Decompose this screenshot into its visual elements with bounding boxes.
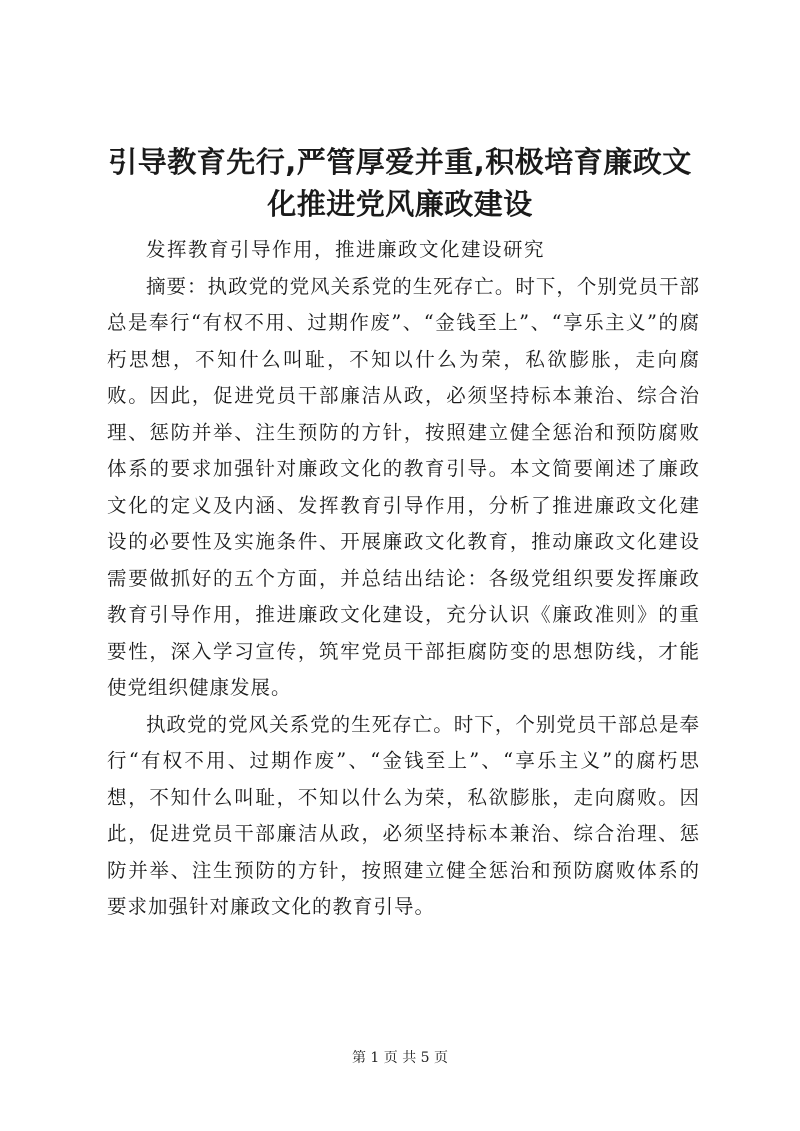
document-subtitle: 发挥教育引导作用，推进廉政文化建设研究 bbox=[146, 238, 546, 261]
abstract-paragraph: 摘要：执政党的党风关系党的生死存亡。时下，个别党员干部总是奉行“有权不用、过期作废”、“金钱至上”、“享乐主义”的腐朽思想，不知什么叫耻，不知以什么为荣，私欲膨胀，走向腐败。因此，促进党员干部廉洁从政，必须坚持标本兼治、综合治理、惩防并举、注生预防的方针，按照建立健全惩治和预防腐败体系的要求加强针对廉政文化的教育引导。本文简要阐述了廉政文化的定义及内涵、发挥教育引导作用，分析了推进廉政文化建设的必要性及实施条件、开展廉政文化教育，推动廉政文化建设需要做抓好的五个方面，并总结出结论：各级党组织要发挥廉政教育引导作用，推进廉政文化建设，充分认识《廉政准则》的重要性，深入学习宣传，筑牢党员干部拒腐防变的思想防线，才能使党组织健康发展。 bbox=[107, 274, 700, 699]
document-title-line-1: 引导教育先行,严管厚爱并重,积极培育廉政文 bbox=[108, 145, 692, 179]
page-number-footer: 第 1 页 共 5 页 bbox=[351, 1050, 449, 1066]
document-title-line-2: 化推进党风廉政建设 bbox=[267, 187, 533, 221]
document-body bbox=[107, 232, 700, 926]
body-paragraph: 执政党的党风关系党的生死存亡。时下，个别党员干部总是奉行“有权不用、过期作废”、“金钱至上”、“享乐主义”的腐朽思想，不知什么叫耻，不知以什么为荣，私欲膨胀，走向腐败。因此，促进党员干部廉洁从政，必须坚持标本兼治、综合治理、惩防并举、注生预防的方针，按照建立健全惩治和预防腐败体系的要求加强针对廉政文化的教育引导。 bbox=[107, 712, 700, 918]
